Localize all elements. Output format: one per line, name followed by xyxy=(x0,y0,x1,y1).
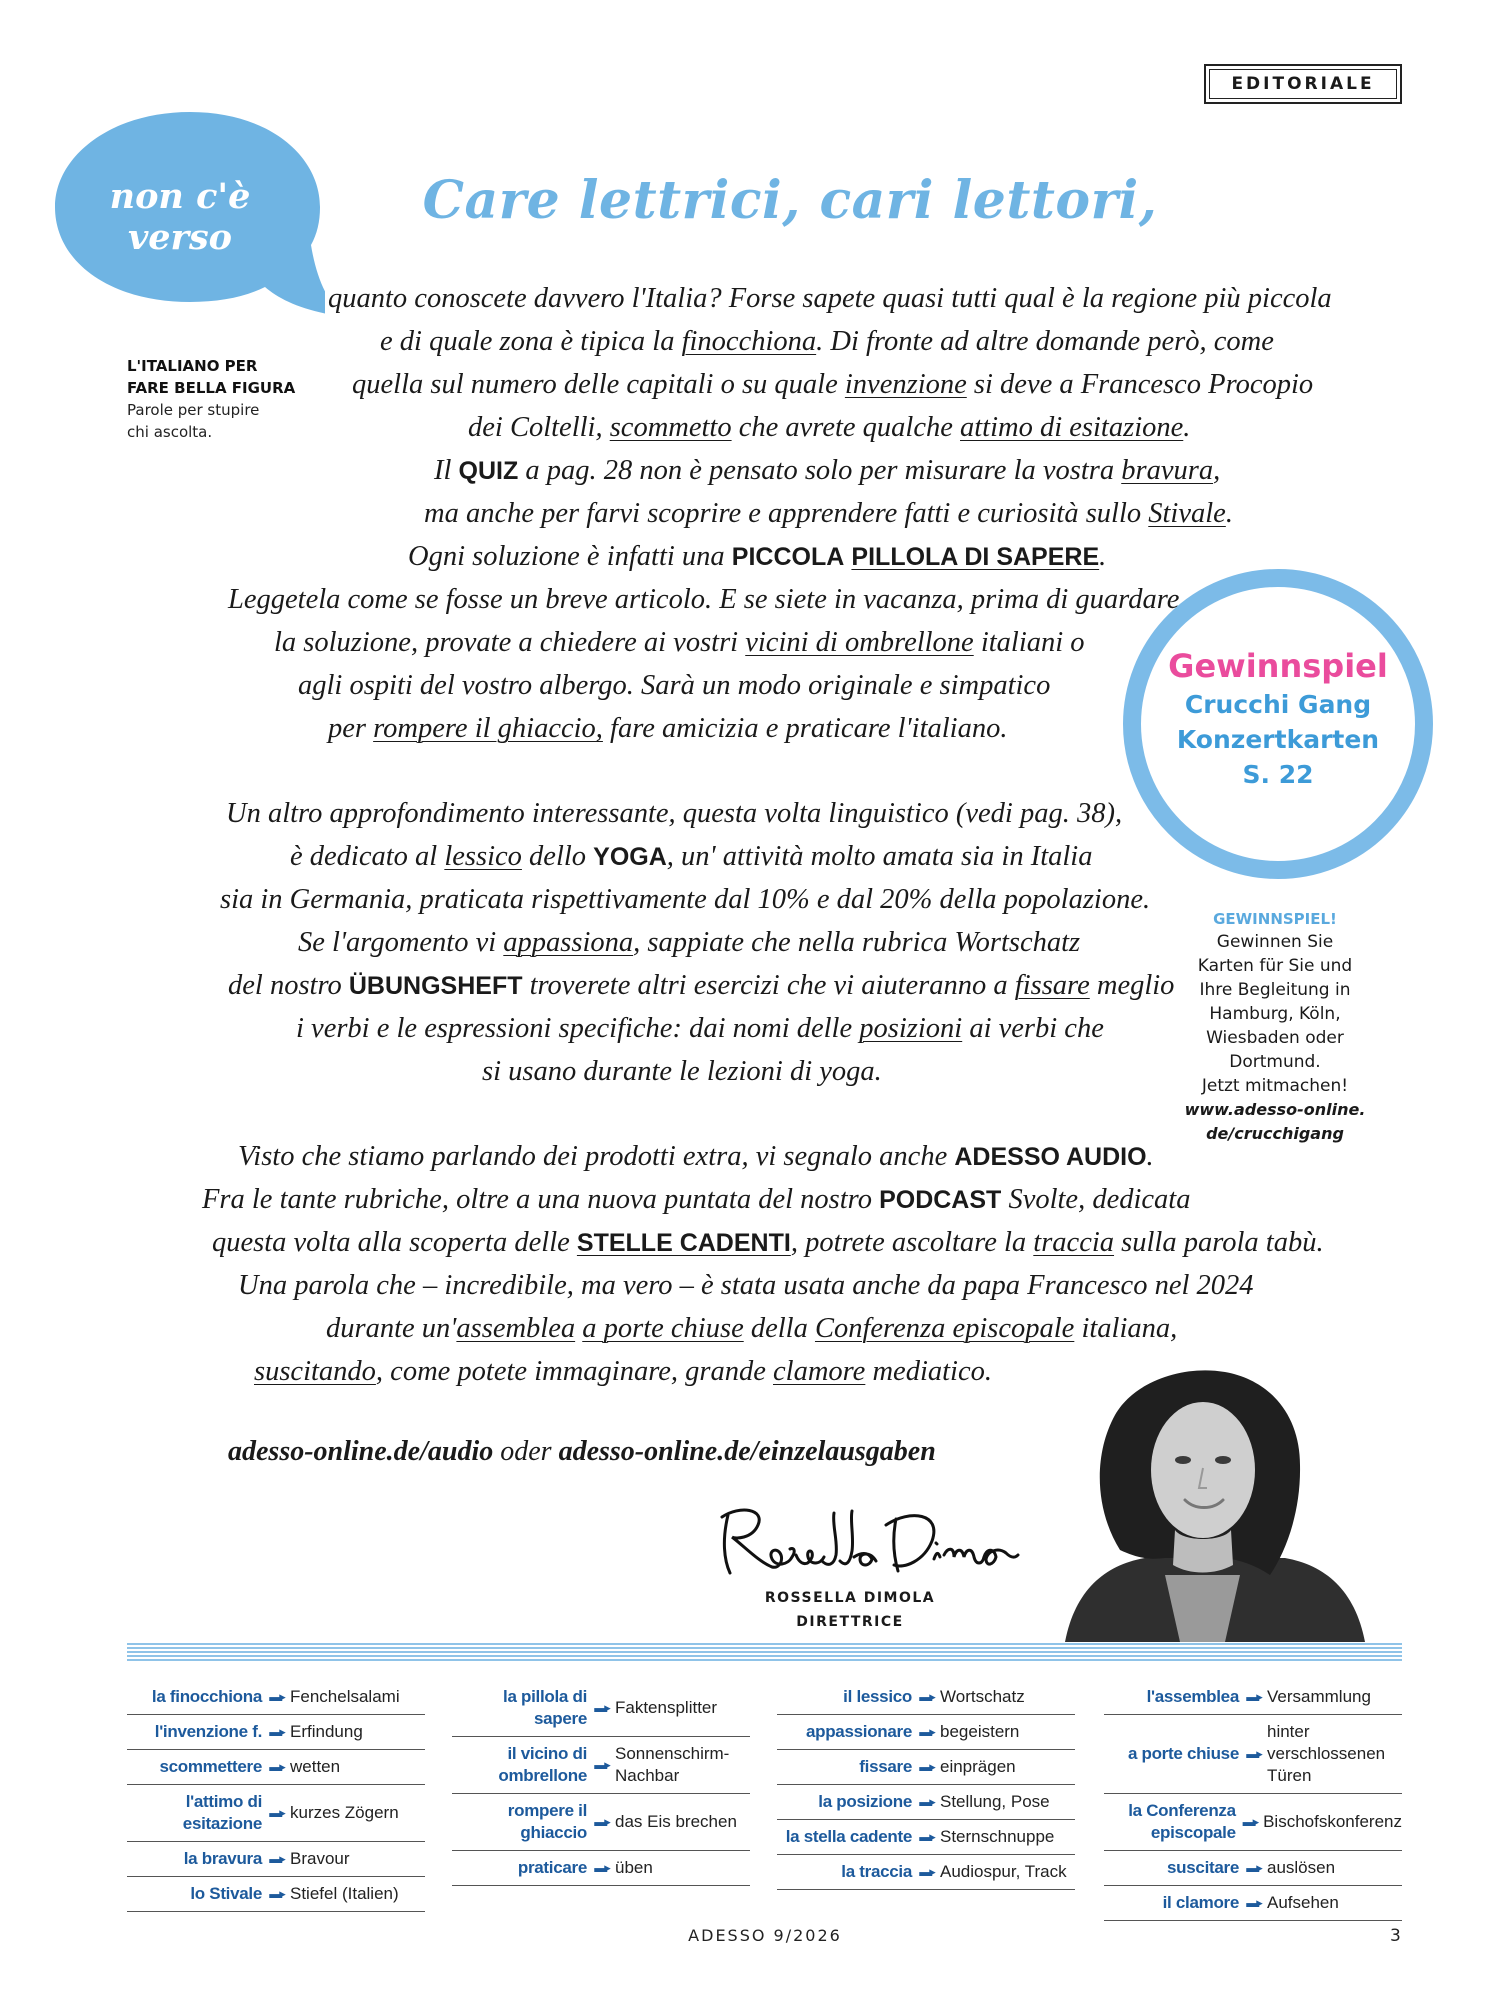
gewinnspiel-line: Karten für Sie und xyxy=(1197,956,1353,976)
glossary-word: fissare xyxy=(1014,970,1090,1001)
glossary-translation: Stiefel (Italien) xyxy=(290,1884,399,1903)
arrow-right-icon: ▬▸ xyxy=(269,1805,283,1820)
glossary-row xyxy=(777,1785,1075,1820)
glossary-term: lo Stivale xyxy=(190,1884,262,1903)
page-number: 3 xyxy=(1390,1926,1401,1946)
glossary-translation: begeistern xyxy=(940,1722,1020,1741)
glossary-word: attimo di esitazione xyxy=(960,412,1184,443)
keyword: QUIZ xyxy=(458,457,519,485)
glossary-word: finocchiona xyxy=(681,326,817,357)
glossary-word: rompere il ghiaccio, xyxy=(373,713,603,744)
glossary-row xyxy=(1104,1886,1402,1921)
glossary-term: a porte chiuse xyxy=(1127,1744,1239,1763)
glossary-row xyxy=(127,1750,425,1785)
arrow-right-icon: ▬▸ xyxy=(594,1700,608,1715)
promo-line: Konzertkarten xyxy=(1176,725,1380,754)
arrow-right-icon: ▬▸ xyxy=(1246,1689,1260,1704)
gewinnspiel-line: Hamburg, Köln, xyxy=(1209,1004,1341,1024)
signature-role: DIRETTRICE xyxy=(796,1614,904,1630)
arrow-right-icon: ▬▸ xyxy=(269,1724,283,1739)
glossary-column xyxy=(452,1680,750,1886)
arrow-right-icon: ▬▸ xyxy=(919,1864,933,1879)
body-line: Leggetela come se fosse un breve articolo. E se siete in vacanza, prima di guardare xyxy=(228,584,1180,615)
signature-caption xyxy=(740,1586,960,1634)
glossary-row xyxy=(1104,1680,1402,1715)
glossary-term: il vicino di ombrellone xyxy=(498,1744,587,1785)
glossary-term: scommettere xyxy=(159,1757,262,1776)
glossary-word: suscitando xyxy=(254,1356,376,1387)
keyword: PODCAST xyxy=(879,1186,1002,1214)
body-line: dei Coltelli, scommetto che avrete qualche attimo di esitazione. xyxy=(468,412,1191,443)
glossary-term: il clamore xyxy=(1162,1893,1239,1912)
glossary-row xyxy=(452,1851,750,1886)
glossary-row xyxy=(127,1680,425,1715)
bubble-text: non c'è verso xyxy=(109,176,251,258)
glossary-term: appassionare xyxy=(805,1722,912,1741)
glossary-translation: Bravour xyxy=(290,1849,350,1868)
glossary-word: a porte chiuse xyxy=(582,1313,744,1344)
glossary-term: praticare xyxy=(517,1858,587,1877)
section-label xyxy=(1204,64,1402,104)
arrow-right-icon: ▬▸ xyxy=(594,1757,608,1772)
arrow-right-icon: ▬▸ xyxy=(269,1886,283,1901)
sidenote-text-line: chi ascolta. xyxy=(127,423,213,441)
glossary-term: l'assemblea xyxy=(1146,1687,1239,1706)
gewinnspiel-url[interactable]: de/crucchigang xyxy=(1206,1124,1344,1143)
keyword: YOGA xyxy=(593,843,667,871)
arrow-right-icon: ▬▸ xyxy=(269,1759,283,1774)
glossary-column xyxy=(127,1680,425,1912)
glossary-translation: das Eis brechen xyxy=(615,1812,737,1831)
glossary-term: la traccia xyxy=(841,1862,912,1881)
keyword: PICCOLA xyxy=(731,543,845,571)
sidenote-text-line: Parole per stupire xyxy=(127,401,260,419)
glossary-row xyxy=(777,1680,1075,1715)
arrow-right-icon: ▬▸ xyxy=(919,1829,933,1844)
body-line: quanto conoscete davvero l'Italia? Forse sapete quasi tutti qual è la regione più piccola xyxy=(328,283,1332,314)
glossary-word: traccia xyxy=(1033,1227,1115,1258)
body-line: si usano durante le lezioni di yoga. xyxy=(482,1056,882,1087)
keyword: STELLE CADENTI xyxy=(576,1229,791,1257)
glossary-translation: Audiospur, Track xyxy=(940,1862,1067,1881)
sidenote-title-line: FARE BELLA FIGURA xyxy=(127,379,296,397)
gewinnspiel-note xyxy=(1170,908,1380,1146)
arrow-right-icon: ▬▸ xyxy=(594,1814,608,1829)
portrait-photo xyxy=(1025,1360,1403,1642)
einzelausgaben-link[interactable]: adesso-online.de/einzelausgaben xyxy=(558,1436,936,1467)
glossary-row xyxy=(777,1715,1075,1750)
arrow-right-icon: ▬▸ xyxy=(269,1851,283,1866)
glossary-row xyxy=(127,1785,425,1842)
gewinnspiel-line: Jetzt mitmachen! xyxy=(1201,1076,1349,1096)
glossary-row xyxy=(777,1750,1075,1785)
glossary-translation: Faktensplitter xyxy=(615,1698,718,1717)
glossary-word: lessico xyxy=(444,841,522,872)
glossary-translation: üben xyxy=(615,1858,653,1877)
divider-stripes xyxy=(127,1643,1402,1663)
body-line: per rompere il ghiaccio, fare amicizia e praticare l'italiano. xyxy=(328,713,1008,744)
glossary-translation: Sonnenschirm-Nachbar xyxy=(615,1744,730,1785)
arrow-right-icon: ▬▸ xyxy=(1246,1746,1260,1761)
glossary-term: suscitare xyxy=(1167,1858,1239,1877)
glossary-term: la pillola di sapere xyxy=(503,1687,587,1728)
glossary-word: appassiona xyxy=(503,927,634,958)
glossary-column xyxy=(1104,1680,1402,1921)
glossary-translation: Aufsehen xyxy=(1267,1893,1339,1912)
gewinnspiel-line: Dortmund. xyxy=(1229,1052,1321,1072)
glossary-translation: Sternschnuppe xyxy=(940,1827,1055,1846)
body-line: Un altro approfondimento interessante, questa volta linguistico (vedi pag. 38), xyxy=(226,798,1123,829)
glossary-translation: Stellung, Pose xyxy=(940,1792,1050,1811)
body-line: durante un'assemblea a porte chiuse della Conferenza episcopale italiana, xyxy=(326,1313,1178,1344)
glossary-word: invenzione xyxy=(844,369,967,400)
gewinnspiel-heading: GEWINNSPIEL! xyxy=(1213,910,1337,928)
arrow-right-icon: ▬▸ xyxy=(1246,1860,1260,1875)
arrow-right-icon: ▬▸ xyxy=(919,1724,933,1739)
body-line: è dedicato al lessico dello YOGA, un' attività molto amata sia in Italia xyxy=(290,841,1093,872)
signature-icon xyxy=(710,1495,1020,1585)
promo-line: S. 22 xyxy=(1242,760,1314,789)
glossary-row xyxy=(452,1794,750,1851)
arrow-right-icon: ▬▸ xyxy=(919,1759,933,1774)
arrow-right-icon: ▬▸ xyxy=(1246,1895,1260,1910)
audio-link[interactable]: adesso-online.de/audio xyxy=(228,1436,494,1467)
glossary-translation: Erfindung xyxy=(290,1722,363,1741)
glossary-word: posizioni xyxy=(859,1013,963,1044)
body-line: Se l'argomento vi appassiona, sappiate che nella rubrica Wortschatz xyxy=(298,927,1081,958)
keyword: PILLOLA DI SAPERE xyxy=(851,543,1100,571)
arrow-right-icon: ▬▸ xyxy=(919,1689,933,1704)
keyword: ADESSO AUDIO xyxy=(954,1143,1147,1171)
glossary-translation: hinter verschlossenen Türen xyxy=(1267,1722,1386,1785)
body-line: del nostro ÜBUNGSHEFT troverete altri esercizi che vi aiuteranno a fissare meglio xyxy=(228,970,1175,1001)
section-label-text: EDITORIALE xyxy=(1231,74,1375,94)
glossary-translation: Versammlung xyxy=(1267,1687,1371,1706)
glossary-term: il lessico xyxy=(843,1687,912,1706)
sidenote-title-line: L'ITALIANO PER xyxy=(127,357,258,375)
body-line: i verbi e le espressioni specifiche: dai nomi delle posizioni ai verbi che xyxy=(296,1013,1104,1044)
glossary-translation: Wortschatz xyxy=(940,1687,1025,1706)
body-line: Una parola che – incredibile, ma vero – è stata usata anche da papa Francesco nel 2024 xyxy=(238,1270,1254,1301)
arrow-right-icon: ▬▸ xyxy=(1242,1814,1257,1829)
gewinnspiel-url[interactable]: www.adesso-online. xyxy=(1184,1100,1366,1119)
glossary-term: la finocchiona xyxy=(151,1687,262,1706)
glossary-term: la bravura xyxy=(183,1849,262,1868)
glossary-term: rompere il ghiaccio xyxy=(507,1801,587,1842)
body-line: Il QUIZ a pag. 28 non è pensato solo per misurare la vostra bravura, xyxy=(434,455,1221,486)
arrow-right-icon: ▬▸ xyxy=(594,1860,608,1875)
glossary-term: l'attimo di esitazione xyxy=(182,1792,262,1833)
glossary-row xyxy=(1104,1851,1402,1886)
glossary-term: la posizione xyxy=(818,1792,912,1811)
body-line: quella sul numero delle capitali o su quale invenzione si deve a Francesco Procopio xyxy=(352,369,1314,400)
glossary-word: Stivale xyxy=(1148,498,1226,529)
glossary-term: l'invenzione f. xyxy=(154,1722,262,1741)
glossary-row xyxy=(127,1877,425,1912)
page-title: Care lettrici, cari lettori, xyxy=(422,170,1158,231)
promo-title: Gewinnspiel xyxy=(1168,647,1388,685)
body-line: Ogni soluzione è infatti una PICCOLA PILLOLA DI SAPERE. xyxy=(408,541,1107,572)
glossary-translation: Bischofskonferenz xyxy=(1263,1812,1402,1831)
body-line: ma anche per farvi scoprire e apprendere fatti e curiosità sullo Stivale. xyxy=(424,498,1233,529)
body-line: Fra le tante rubriche, oltre a una nuova puntata del nostro PODCAST Svolte, dedicata xyxy=(202,1184,1191,1215)
glossary-column xyxy=(777,1680,1075,1890)
glossary-row xyxy=(1104,1794,1402,1851)
body-line: e di quale zona è tipica la finocchiona. Di fronte ad altre domande però, come xyxy=(380,326,1274,357)
body-line: suscitando, come potete immaginare, grande clamore mediatico. xyxy=(254,1356,992,1387)
body-line: agli ospiti del vostro albergo. Sarà un modo originale e simpatico xyxy=(298,670,1051,701)
body-line: Visto che stiamo parlando dei prodotti extra, vi segnalo anche ADESSO AUDIO. xyxy=(238,1141,1154,1172)
glossary-term: la stella cadente xyxy=(785,1827,912,1846)
glossary-row xyxy=(1104,1715,1402,1794)
glossary-translation: auslösen xyxy=(1267,1858,1336,1877)
glossary-translation: kurzes Zögern xyxy=(290,1803,399,1822)
signature-name: ROSSELLA DIMOLA xyxy=(764,1590,936,1606)
gewinnspiel-line: Ihre Begleitung in xyxy=(1199,980,1351,1000)
arrow-right-icon: ▬▸ xyxy=(269,1689,283,1704)
glossary-translation: wetten xyxy=(290,1757,341,1776)
promo-line: Crucchi Gang xyxy=(1184,690,1372,719)
glossary-word: vicini di ombrellone xyxy=(745,627,974,658)
glossary-row xyxy=(777,1855,1075,1890)
glossary-word: scommetto xyxy=(609,412,732,443)
glossary-translation: einprägen xyxy=(940,1757,1016,1776)
body-line: questa volta alla scoperta delle STELLE CADENTI, potrete ascoltare la traccia sulla parola tabù. xyxy=(212,1227,1324,1258)
glossary-row xyxy=(777,1820,1075,1855)
glossary-row xyxy=(452,1680,750,1737)
footer-issue: ADESSO 9/2026 xyxy=(688,1926,842,1945)
glossary-row xyxy=(127,1842,425,1877)
glossary-row xyxy=(127,1715,425,1750)
keyword: ÜBUNGSHEFT xyxy=(348,972,523,1000)
glossary-term: fissare xyxy=(859,1757,912,1776)
gewinnspiel-line: Wiesbaden oder xyxy=(1206,1028,1344,1048)
glossary-word: bravura xyxy=(1121,455,1214,486)
links-line: adesso-online.de/audio oder adesso-online.de/einzelausgaben xyxy=(228,1436,936,1467)
glossary-word: assemblea xyxy=(456,1313,576,1344)
glossary-translation: Fenchelsalami xyxy=(290,1687,400,1706)
promo-badge[interactable] xyxy=(1122,645,1434,792)
glossary-word: clamore xyxy=(773,1356,866,1387)
body-line: sia in Germania, praticata rispettivamente dal 10% e dal 20% della popolazione. xyxy=(220,884,1151,915)
body-line: la soluzione, provate a chiedere ai vostri vicini di ombrellone italiani o xyxy=(274,627,1085,658)
arrow-right-icon: ▬▸ xyxy=(919,1794,933,1809)
glossary-term: la Conferenza episcopale xyxy=(1128,1801,1236,1842)
gewinnspiel-line: Gewinnen Sie xyxy=(1216,932,1334,952)
glossary-row xyxy=(452,1737,750,1794)
glossary-word: Conferenza episcopale xyxy=(814,1313,1075,1344)
sidenote xyxy=(127,355,327,443)
